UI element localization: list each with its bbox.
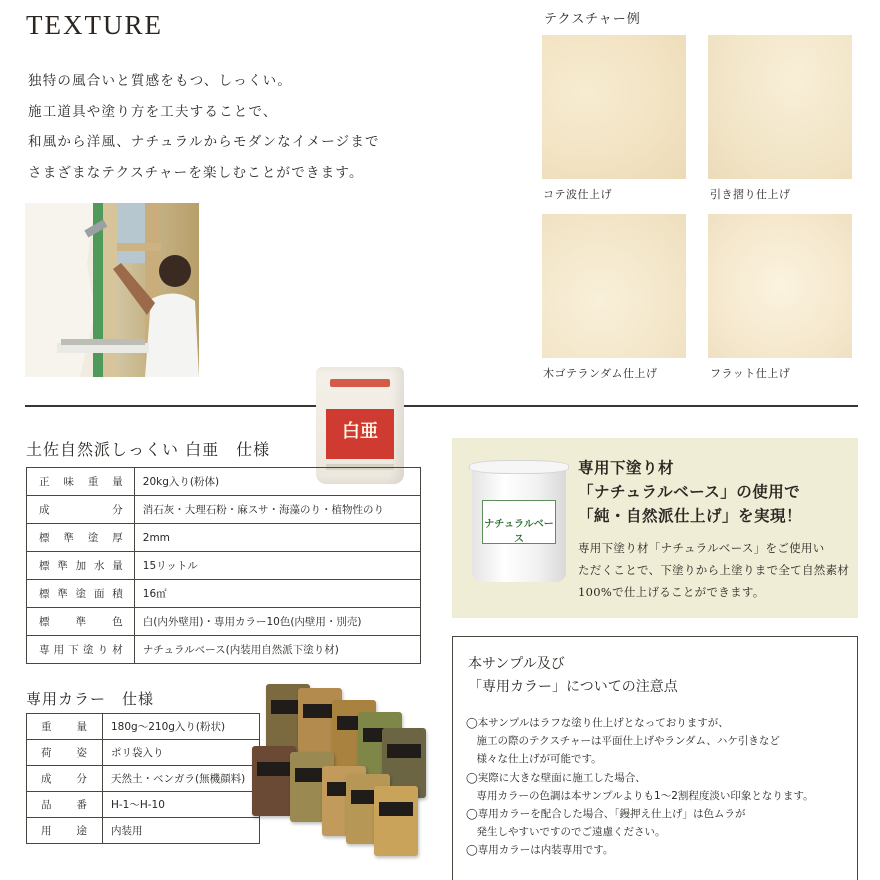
spec-value: 15リットル <box>134 552 420 580</box>
spec-key: 標準塗面積 <box>27 580 135 608</box>
swatch-label: コテ波仕上げ <box>543 188 612 201</box>
notice-line: ◯専用カラーは内装専用です。 <box>466 844 614 857</box>
table-row <box>27 496 421 524</box>
bag-stripe <box>330 379 390 387</box>
bucket-lid <box>469 460 569 474</box>
spec-key: 成分 <box>27 496 135 524</box>
promo-headline <box>578 456 802 528</box>
swatch-label: フラット仕上げ <box>710 367 791 380</box>
notice-line: ◯本サンプルはラフな塗り仕上げとなっておりますが、 <box>466 717 729 729</box>
notice-title-line: 本サンプル及び <box>468 656 565 672</box>
promo-body-line: ただくことで、下塗りから上塗りまで全て自然素材 <box>578 563 850 577</box>
spec1-table <box>26 467 421 664</box>
table-row <box>27 818 260 844</box>
texture-heading: TEXTURE <box>26 10 163 40</box>
table-row <box>27 636 421 664</box>
natural-base-bucket-image <box>472 464 566 582</box>
spec-key: 用途 <box>27 818 103 844</box>
pigment-bag-image <box>374 786 418 856</box>
table-row <box>27 524 421 552</box>
spec-value: 180g～210g入り(粉状) <box>103 714 260 740</box>
spec-value: 天然土・ベンガラ(無機顔料) <box>103 766 260 792</box>
bucket-label-text: ナチュラルベース <box>484 519 554 545</box>
texture-swatch <box>708 214 852 358</box>
table-row <box>27 740 260 766</box>
promo-headline-line: 専用下塗り材 <box>578 459 675 477</box>
bucket-label <box>482 500 556 544</box>
intro-line: 施工道具や塗り方を工夫することで、 <box>28 103 278 120</box>
spec-value: 16㎡ <box>134 580 420 608</box>
spec-key: 専用下塗り材 <box>27 636 135 664</box>
notice-line: 専用カラーの色調は本サンプルよりも1～2割程度淡い印象となります。 <box>466 789 814 802</box>
table-row <box>27 580 421 608</box>
intro-line: 独特の風合いと質感をもつ、しっくい。 <box>28 73 293 89</box>
notice-line: 施工の際のテクスチャーは平面仕上げやランダム、ハケ引きなど <box>466 735 780 748</box>
promo-headline-line: 「ナチュラルベース」の使用で <box>578 483 801 501</box>
spec-value: H-1～H-10 <box>103 792 260 818</box>
texture-swatch <box>542 35 686 179</box>
swatch-label: 木ゴテランダム仕上げ <box>543 367 658 380</box>
table-row <box>27 714 260 740</box>
table-row <box>27 766 260 792</box>
spec-key: 標準塗厚 <box>27 524 135 552</box>
spec-value: 白(内外壁用)・専用カラー10色(内壁用・別売) <box>134 608 420 636</box>
spec2-title: 専用カラー 仕様 <box>26 690 155 708</box>
spec-key: 成分 <box>27 766 103 792</box>
intro-line: 和風から洋風、ナチュラルからモダンなイメージまで <box>28 134 380 150</box>
promo-body <box>578 537 849 603</box>
spec-key: 正味重量 <box>27 468 135 496</box>
texture-swatch <box>708 35 852 179</box>
spec-value: 消石灰・大理石粉・麻スサ・海藻のり・植物性のり <box>134 496 420 524</box>
spec-key: 標準色 <box>27 608 135 636</box>
spec-value: 2mm <box>134 524 420 552</box>
table-row <box>27 552 421 580</box>
notice-line: ◯専用カラーを配合した場合、「鏝押え仕上げ」は色ムラが <box>466 808 746 821</box>
notice-line: ◯実際に大きな壁面に施工した場合、 <box>466 771 646 784</box>
promo-headline-line: 「純・自然派仕上げ」を実現！ <box>578 507 803 525</box>
spec-value: ナチュラルベース(内装用自然派下塗り材) <box>134 636 420 664</box>
promo-body-line: 専用下塗り材「ナチュラルベース」をご使用い <box>578 541 825 555</box>
intro-text <box>28 66 478 188</box>
notice-line: 様々な仕上げが可能です。 <box>466 753 602 766</box>
section-divider <box>25 405 858 407</box>
notice-title-line: 「専用カラー」についての注意点 <box>468 679 678 695</box>
notice-line: 発生しやすいですのでご遠慮ください。 <box>466 826 666 839</box>
notice-title <box>468 653 678 699</box>
spec-value: 内装用 <box>103 818 260 844</box>
plastering-worker-illustration <box>25 203 199 377</box>
spec-value: 20kg入り(粉体) <box>134 468 420 496</box>
bag-product-name: 白亜 <box>342 421 378 442</box>
spec-key: 荷姿 <box>27 740 103 766</box>
table-row <box>27 608 421 636</box>
table-row <box>27 468 421 496</box>
samples-title: テクスチャー例 <box>544 12 641 27</box>
table-row <box>27 792 260 818</box>
plastering-photo <box>25 203 199 377</box>
spec2-table <box>26 713 260 844</box>
texture-swatch <box>542 214 686 358</box>
notice-body <box>466 714 814 860</box>
spec-key: 品番 <box>27 792 103 818</box>
spec-key: 標準加水量 <box>27 552 135 580</box>
spec-value: ポリ袋入り <box>103 740 260 766</box>
swatch-label: 引き摺り仕上げ <box>710 188 791 201</box>
spec-key: 重量 <box>27 714 103 740</box>
intro-line: さまざまなテクスチャーを楽しむことができます。 <box>28 164 364 181</box>
spec1-title: 土佐自然派しっくい 白亜 仕様 <box>26 440 271 459</box>
promo-body-line: 100%で仕上げることができます。 <box>578 585 765 599</box>
